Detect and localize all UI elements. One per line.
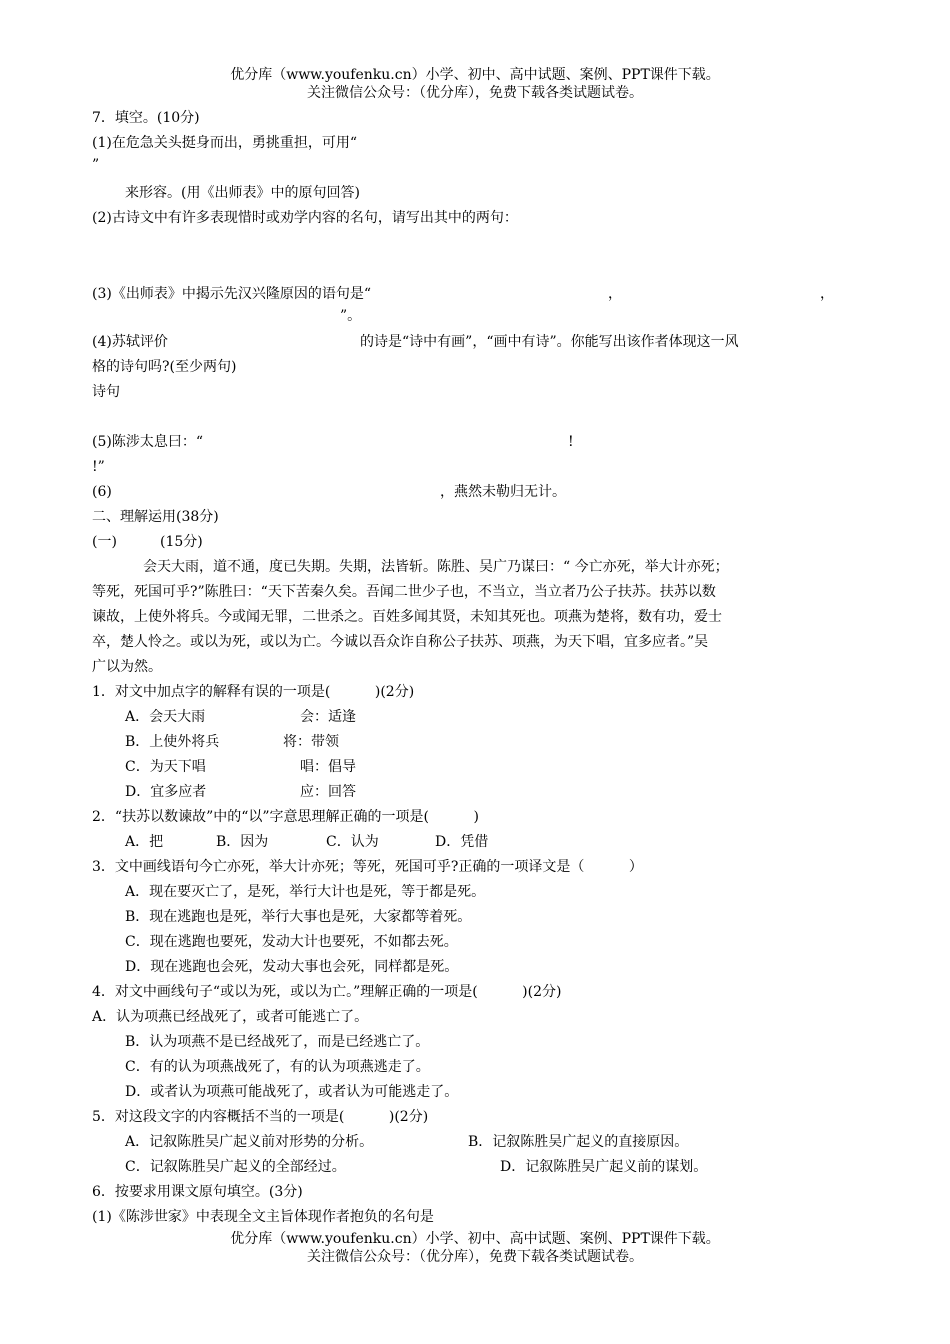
q5-option-a: A．记叙陈胜吴广起义前对形势的分析。 [125, 1134, 374, 1150]
q1-option-d-gloss: 应：回答 [300, 784, 356, 800]
passage-line: 等死，死国可乎?”陈胜曰：“天下苦秦久矣。吾闻二世少子也，不当立，当立者乃公子扶苏。扶苏以数 [92, 584, 716, 600]
q7-4-line-c: 格的诗句吗?(至少两句) [92, 359, 237, 375]
q5-stem: 5．对这段文字的内容概括不当的一项是( )(2分) [92, 1109, 429, 1125]
q6-stem: 6．按要求用课文原句填空。(3分) [92, 1184, 303, 1200]
q4-option-d: D．或者认为项燕可能战死了，或者认为可能逃走了。 [125, 1084, 459, 1100]
q7-1-line-b: ” [92, 157, 100, 173]
q7-6-line-b: ，燕然未勒归无计。 [440, 484, 566, 500]
q4-option-a: A．认为项燕已经战死了，或者可能逃亡了。 [92, 1009, 369, 1025]
q5-option-c: C．记叙陈胜吴广起义的全部经过。 [125, 1159, 346, 1175]
footer-line-1: 优分库（www.youfenku.cn）小学、初中、高中试题、案例、PPT课件下载。 [230, 1231, 720, 1247]
section-7-title: 7．填空。(10分) [92, 110, 200, 126]
part-2-sub-score: (15分) [160, 534, 203, 550]
q2-option-c: C．认为 [326, 834, 379, 850]
q3-option-c: C．现在逃跑也要死，发动大计也要死，不如都去死。 [125, 934, 458, 950]
q7-3-comma-2: ， [820, 286, 834, 302]
part-2-title: 二、理解运用(38分) [92, 509, 219, 525]
passage-line: 会天大雨，道不通，度已失期。失期，法皆斩。陈胜、吴广乃谋曰：“ 今亡亦死，举大计亦死； [143, 559, 729, 575]
passage-line: 谏故，上使外将兵。今或闻无罪，二世杀之。百姓多闻其贤，未知其死也。项燕为楚将，数有功，爱士 [92, 609, 722, 625]
q7-3-line-b: ”。 [340, 308, 362, 324]
q7-4-line-a: (4)苏轼评价 [92, 334, 168, 350]
q7-5-line-c: !” [92, 459, 105, 475]
q5-option-b: B．记叙陈胜吴广起义的直接原因。 [468, 1134, 689, 1150]
q2-stem: 2．“扶苏以数谏故”中的“以”字意思理解正确的一项是( ) [92, 809, 479, 825]
part-2-sub-label: (一) [92, 534, 117, 550]
header-line-1: 优分库（www.youfenku.cn）小学、初中、高中试题、案例、PPT课件下载。 [230, 67, 720, 83]
q4-option-b: B．认为项燕不是已经战死了，而是已经逃亡了。 [125, 1034, 430, 1050]
header-line-2: 关注微信公众号：（优分库），免费下载各类试题试卷。 [307, 85, 643, 101]
q6-sub-1: (1)《陈涉世家》中表现全文主旨体现作者抱负的名句是 [92, 1209, 434, 1225]
footer-line-2: 关注微信公众号：（优分库），免费下载各类试题试卷。 [307, 1249, 643, 1265]
q4-option-c: C．有的认为项燕战死了，有的认为项燕逃走了。 [125, 1059, 430, 1075]
q1-option-a-gloss: 会：适逢 [300, 709, 356, 725]
q7-1-line-c: 来形容。(用《出师表》中的原句回答) [125, 185, 360, 201]
q2-option-b: B．因为 [216, 834, 269, 850]
passage-line: 卒，楚人怜之。或以为死，或以为亡。今诚以吾众诈自称公子扶苏、项燕，为天下唱，宜多应者。”吴 [92, 634, 709, 650]
q7-3-comma-1: ， [608, 286, 622, 302]
q1-option-c-text: C．为天下唱 [125, 759, 206, 775]
q7-1-line-a: (1)在危急关头挺身而出，勇挑重担，可用“ [92, 135, 357, 151]
q1-option-c-gloss: 唱：倡导 [300, 759, 356, 775]
q4-stem: 4．对文中画线句子“或以为死，或以为亡。”理解正确的一项是( )(2分) [92, 984, 562, 1000]
q7-5-excl: ! [568, 434, 574, 450]
q2-option-a: A．把 [125, 834, 164, 850]
q7-4-line-b: 的诗是“诗中有画”，“画中有诗”。你能写出该作者体现这一风 [360, 334, 739, 350]
q2-option-d: D．凭借 [435, 834, 489, 850]
passage-line: 广以为然。 [92, 659, 162, 675]
q7-3-line-a: (3)《出师表》中揭示先汉兴隆原因的语句是“ [92, 286, 371, 302]
q1-option-b-text: B．上使外将兵 [125, 734, 220, 750]
q7-2: (2)古诗文中有许多表现惜时或劝学内容的名句，请写出其中的两句： [92, 210, 518, 226]
q7-4-line-d: 诗句 [92, 384, 120, 400]
q3-option-b: B．现在逃跑也是死，举行大事也是死，大家都等着死。 [125, 909, 472, 925]
q1-option-b-gloss: 将：带领 [283, 734, 339, 750]
q3-option-d: D．现在逃跑也会死，发动大事也会死，同样都是死。 [125, 959, 459, 975]
q1-stem: 1．对文中加点字的解释有误的一项是( )(2分) [92, 684, 415, 700]
q1-option-a-text: A．会天大雨 [125, 709, 206, 725]
q1-option-d-text: D．宜多应者 [125, 784, 207, 800]
q3-stem: 3．文中画线语句今亡亦死，举大计亦死；等死，死国可乎?正确的一项译文是（ ） [92, 859, 643, 875]
q7-6-line-a: (6) [92, 484, 112, 500]
q3-option-a: A．现在要灭亡了，是死，举行大计也是死，等于都是死。 [125, 884, 486, 900]
q5-option-d: D．记叙陈胜吴广起义前的谋划。 [500, 1159, 708, 1175]
q7-5-line-a: (5)陈涉太息曰：“ [92, 434, 203, 450]
